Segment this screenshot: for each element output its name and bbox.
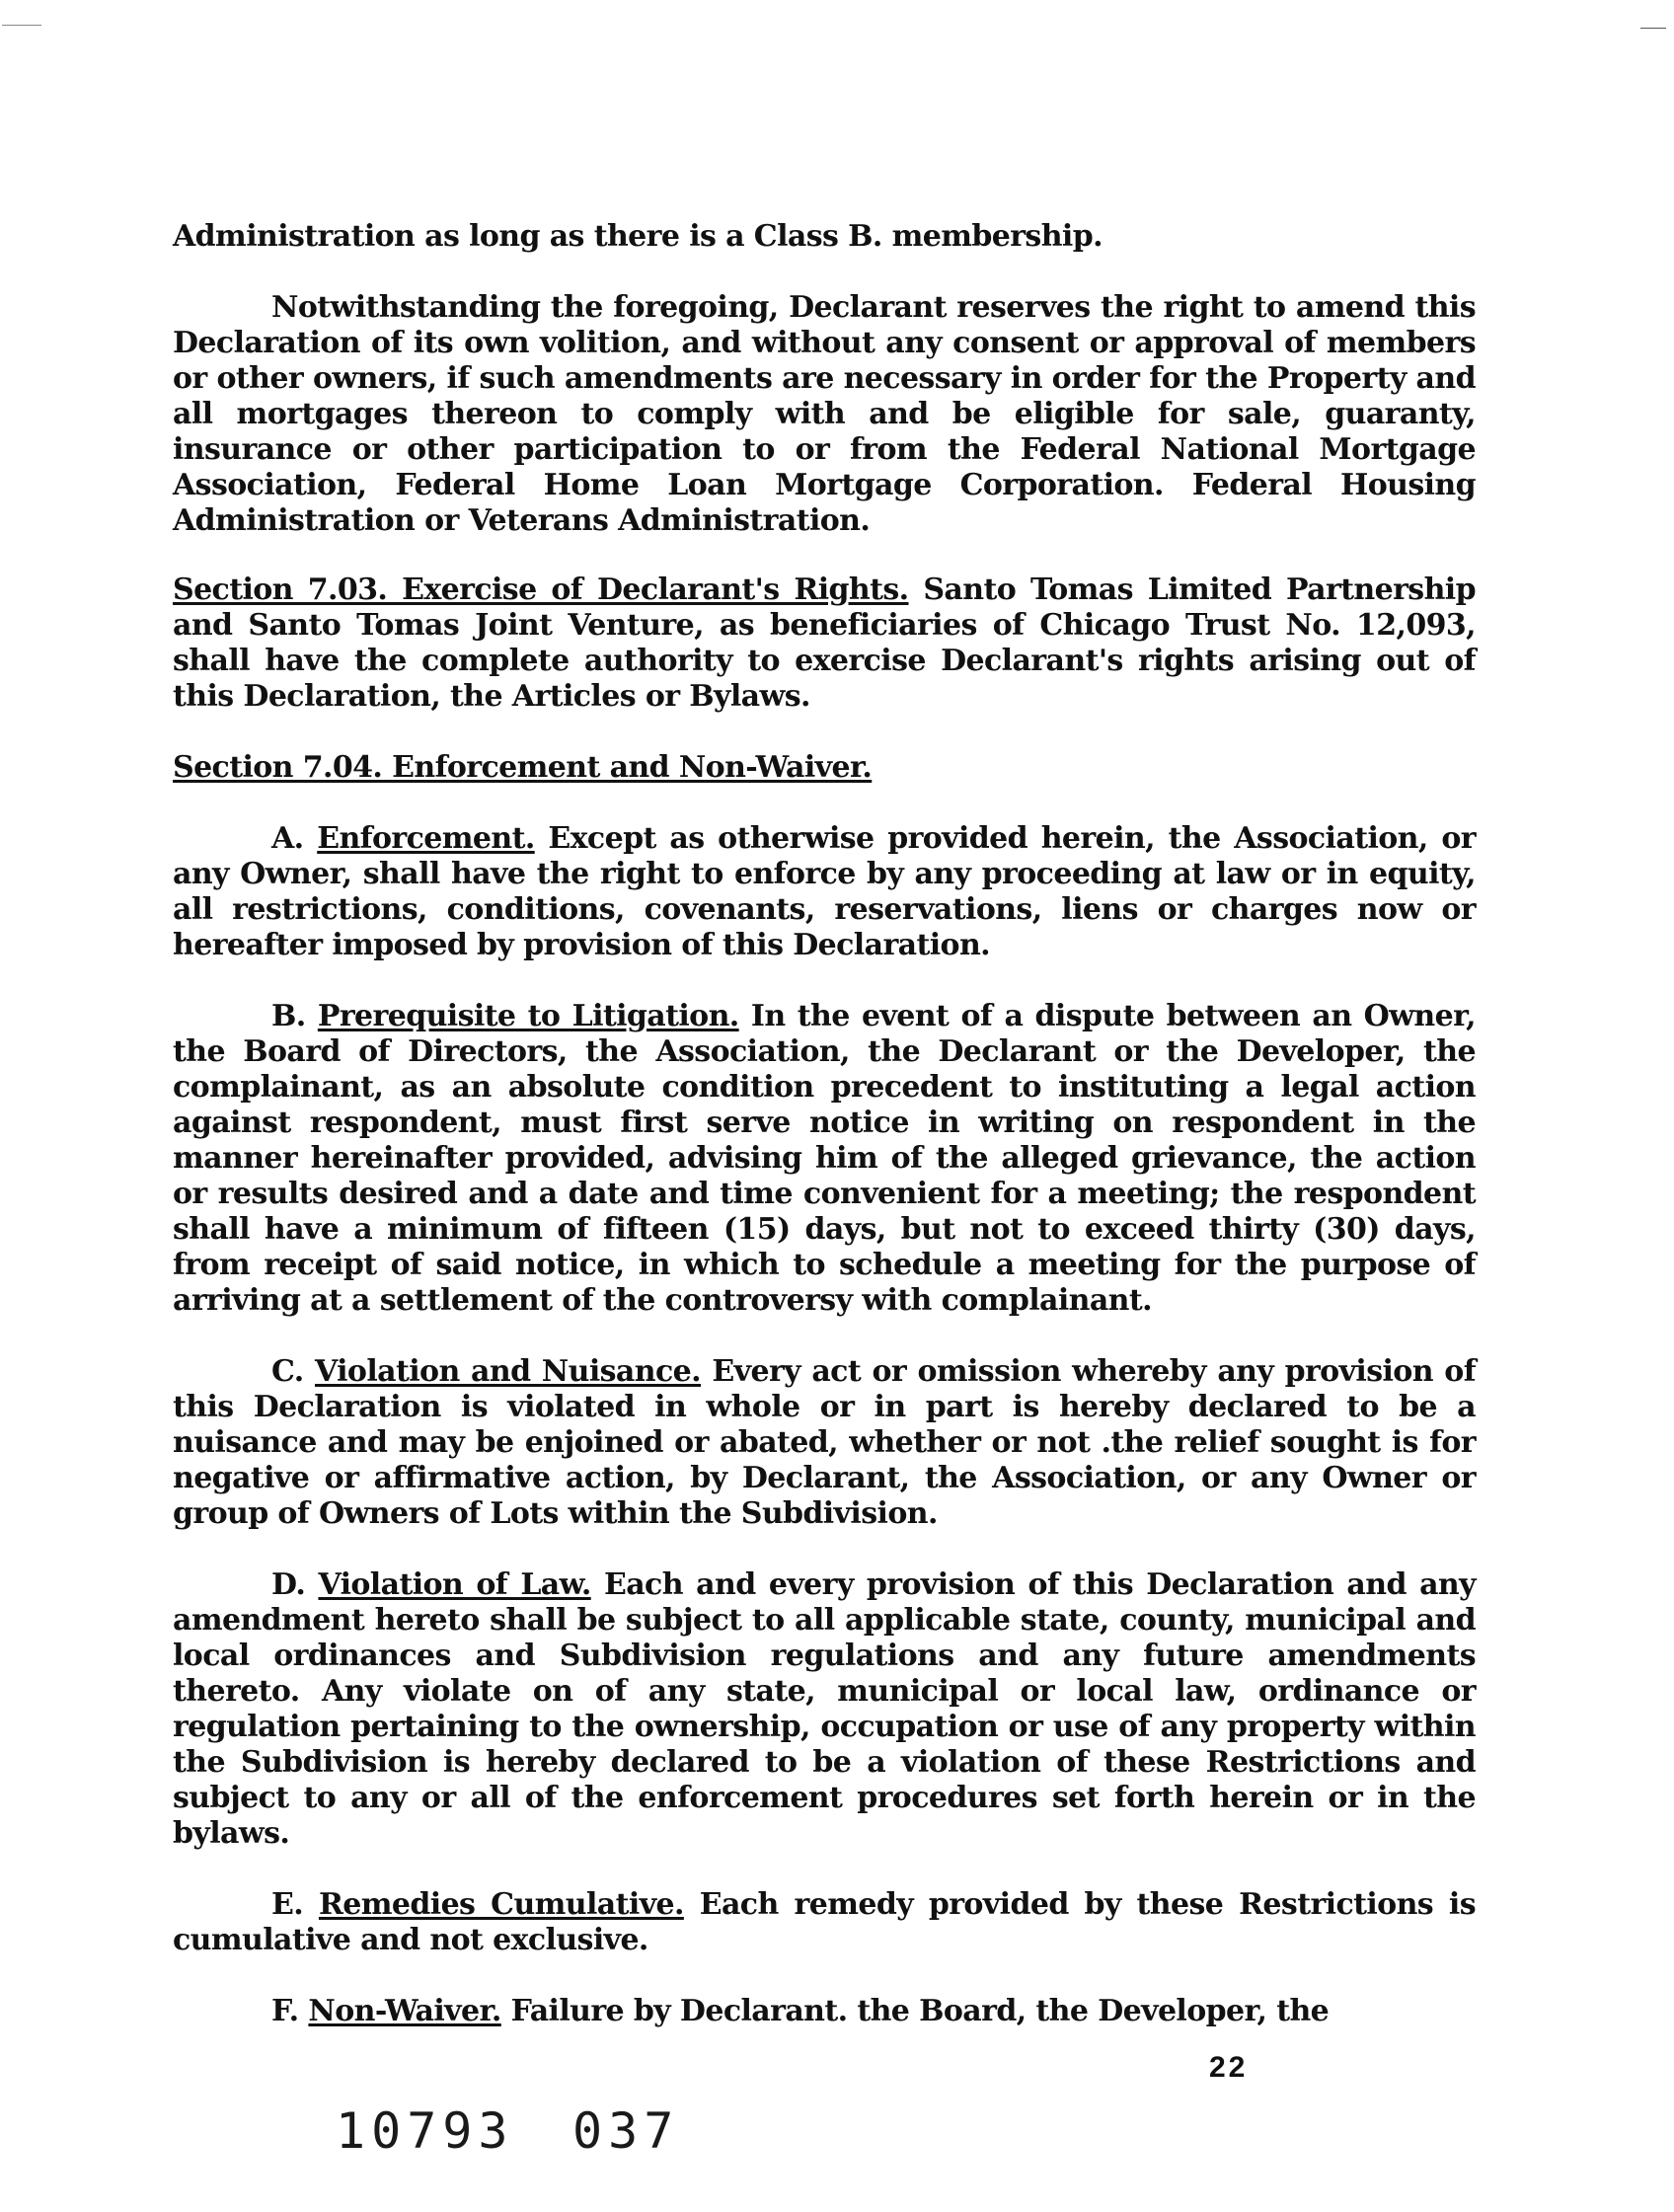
paragraph-class-b [173,219,1476,255]
subsection-d-violation-of-law [173,1567,1476,1852]
record-page-number: 037 [572,2102,680,2160]
page-number: 22 [1209,2051,1249,2084]
subsection-body: In the event of a dispute between an Owner, the Board of Directors, the Association, the Declarant or the Developer, the complainant, as an absolute condition precedent to instituting a legal action against respondent, must first serve notice in writing on respondent in the manner hereinafter provided, advising him of the alleged grievance, the action or results desired and a date and time convenient for a meeting; the respondent shall have a minimum of fifteen (15) days, but not to exceed thirty (30) days, from receipt of said notice, in which to schedule a meeting for the purpose of arriving at a settlement of the controversy with complainant. [173,999,1476,1318]
section-heading: Section 7.04. Enforcement and Non-Waiver. [173,750,873,785]
paragraph-body: Notwithstanding the foregoing, Declarant reserves the right to amend this Declaration of its own volition, and without any consent or approval of members or other owners, if such amendments are necessary in order for the Property and all mortgages thereon to comply with and be eligible for sale, guaranty, insurance or other participation to or from the Federal National Mortgage Association, Federal Home Loan Mortgage Corporation. Federal Housing Administration or Veterans Administration. [173,290,1476,538]
paragraph-body: Administration as long as there is a Class B. membership. [173,219,1103,254]
subsection-label: D. [271,1567,306,1602]
scan-mark-right [1640,28,1666,29]
paragraph-amendment-right [173,290,1476,539]
scan-mark-left [2,25,41,26]
subsection-heading: Remedies Cumulative. [318,1887,684,1922]
subsection-f-non-waiver [173,1994,1476,2029]
subsection-label: C. [271,1354,304,1389]
subsection-body: Every act or omission whereby any provision of this Declaration is violated in whole or in part is hereby declared to be a nuisance and may be enjoined or abated, whether or not .the relief sought is for negative or affirmative action, by Declarant, the Association, or any Owner or group of Owners of Lots within the Subdivision. [173,1354,1476,1531]
subsection-heading: Prerequisite to Litigation. [317,999,739,1033]
subsection-heading: Violation and Nuisance. [314,1354,701,1389]
subsection-body: Each and every provision of this Declaration and any amendment hereto shall be subject to all applicable state, county, municipal and local ordinances and Subdivision regulations and any future amendments thereto. Any violate on of any state, municipal or local law, ordinance or regulation pertaining to the ownership, occupation or use of any property within the Subdivision is hereby declared to be a violation of these Restrictions and subject to any or all of the enforcement procedures set forth herein or in the bylaws. [173,1567,1476,1851]
subsection-label: A. [271,821,304,856]
subsection-a-enforcement [173,821,1476,963]
section-7-03 [173,572,1476,715]
subsection-label: F. [271,1994,299,2028]
subsection-heading: Enforcement. [317,821,535,856]
section-heading: Section 7.03. Exercise of Declarant's Rights. [173,572,909,607]
subsection-heading: Violation of Law. [318,1567,591,1602]
subsection-body: Except as otherwise provided herein, the Association, or any Owner, shall have the right to enforce by any proceeding at law or in equity, all restrictions, conditions, covenants, reservations, liens or charges now or hereafter imposed by provision of this Declaration. [173,821,1476,962]
subsection-body: Failure by Declarant. the Board, the Developer, the [510,1994,1330,2028]
subsection-c-nuisance [173,1354,1476,1532]
section-body: Santo Tomas Limited Partnership and Santo Tomas Joint Venture, as beneficiaries of Chicago Trust No. 12,093, shall have the complete authority to exercise Declarant's rights arising out of this Declaration, the Articles or Bylaws. [173,572,1476,714]
subsection-heading: Non-Waiver. [308,1994,501,2028]
subsection-label: B. [271,999,306,1033]
subsection-body: Each remedy provided by these Restrictions is cumulative and not exclusive. [173,1887,1476,1957]
subsection-label: E. [271,1887,304,1922]
record-book-number: 10793 [336,2102,514,2160]
section-7-04 [173,750,1476,786]
subsection-e-remedies [173,1887,1476,1958]
subsection-b-prerequisite [173,999,1476,1319]
